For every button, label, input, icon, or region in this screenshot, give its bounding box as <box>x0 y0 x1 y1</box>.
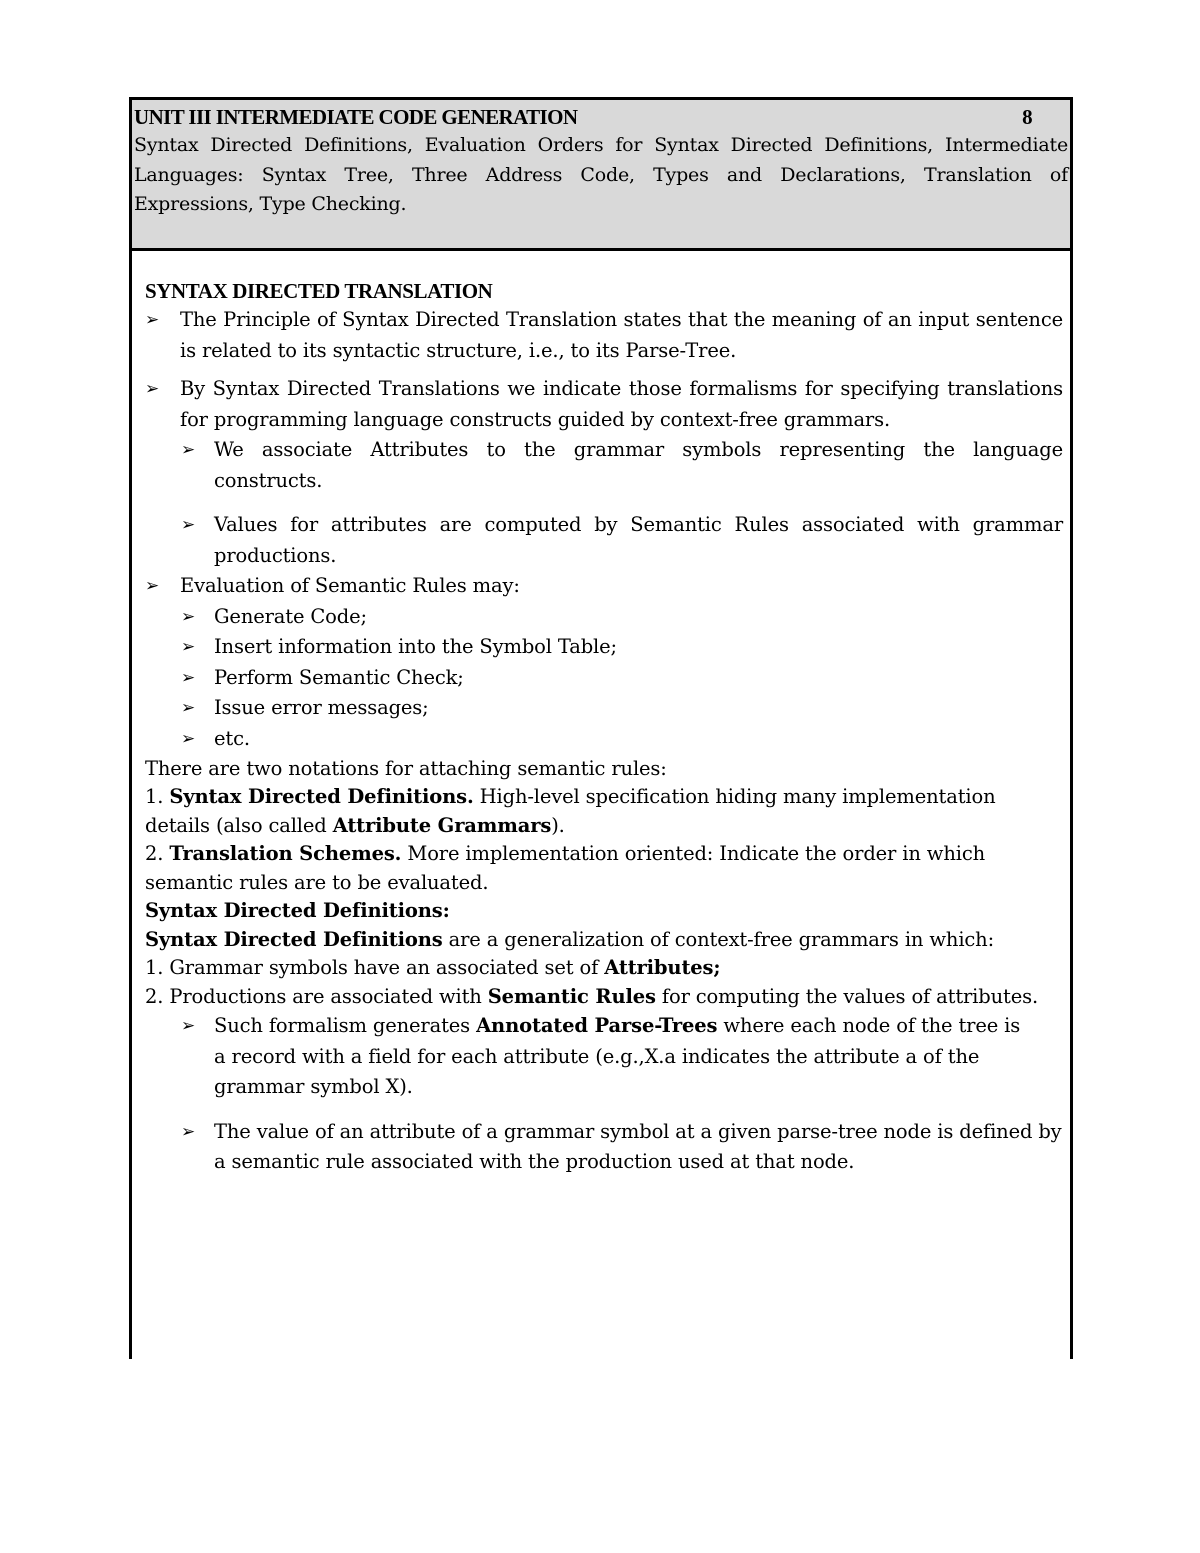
sub-bullet-item: ➢ etc. <box>145 724 1063 755</box>
sub-bullet-item: ➢ Such formalism generates Annotated Parse-Trees where each node of the tree is a record with a field for each attribute (e.g.,X.a indicates the attribute a of the grammar symbol X). <box>145 1011 1063 1103</box>
arrow-bullet-icon: ➢ <box>181 637 196 657</box>
sdd-heading: Syntax Directed Definitions: <box>145 899 450 922</box>
arrow-bullet-icon: ➢ <box>181 698 196 718</box>
arrow-bullet-icon: ➢ <box>181 1016 196 1036</box>
sub-bullet-item: ➢ We associate Attributes to the grammar symbols representing the language constructs. <box>145 435 1063 496</box>
unit-title-row <box>134 103 1068 131</box>
sub-bullet-item: ➢ Issue error messages; <box>145 693 1063 724</box>
content-body <box>132 277 1070 1178</box>
unit-hours: 8 <box>1022 105 1032 129</box>
unit-title: UNIT III INTERMEDIATE CODE GENERATION <box>134 105 578 129</box>
unit-description: Syntax Directed Definitions, Evaluation Orders for Syntax Directed Definitions, Intermediate Languages: Syntax Tree, Three Address Code, Types and Declarations, Translation of Expressions, Type Checking. <box>134 134 1068 215</box>
notation-2-continued: semantic rules are to be evaluated. <box>145 870 489 894</box>
arrow-bullet-icon: ➢ <box>181 515 196 535</box>
arrow-bullet-icon: ➢ <box>181 667 196 688</box>
section-heading: SYNTAX DIRECTED TRANSLATION <box>145 279 493 303</box>
sub-bullet-item: ➢ Perform Semantic Check; <box>145 663 1063 694</box>
sub-bullet-item: ➢ Insert information into the Symbol Table; <box>145 632 1063 663</box>
sdd-point-2: 2. Productions are associated with Semantic Rules for computing the values of attributes. <box>145 984 1038 1008</box>
arrow-bullet-icon: ➢ <box>181 440 196 460</box>
sdd-intro: Syntax Directed Definitions are a generalization of context-free grammars in which: <box>145 927 995 951</box>
arrow-bullet-icon: ➢ <box>181 728 196 749</box>
arrow-bullet-icon: ➢ <box>145 310 160 330</box>
notations-intro: There are two notations for attaching semantic rules: <box>145 757 667 780</box>
bullet-item: ➢ The Principle of Syntax Directed Translation states that the meaning of an input sentence is related to its syntactic structure, i.e., to its Parse-Tree. <box>145 305 1063 366</box>
arrow-bullet-icon: ➢ <box>145 379 160 399</box>
arrow-bullet-icon: ➢ <box>145 576 160 596</box>
notation-1: 1. Syntax Directed Definitions. High-level specification hiding many implementation details (also called Attribute Grammars). <box>145 785 996 837</box>
arrow-bullet-icon: ➢ <box>181 606 196 627</box>
sdd-point-1: 1. Grammar symbols have an associated set of Attributes; <box>145 956 721 979</box>
page-frame <box>129 97 1073 1359</box>
unit-header-box <box>132 100 1070 251</box>
sub-bullet-item: ➢ Generate Code; <box>145 602 1063 633</box>
sub-bullet-item: ➢ Values for attributes are computed by Semantic Rules associated with grammar productions. <box>145 510 1063 571</box>
bullet-item: ➢ Evaluation of Semantic Rules may: <box>145 571 1063 602</box>
bullet-item: ➢ By Syntax Directed Translations we indicate those formalisms for specifying translations for programming language constructs guided by context-free grammars. <box>145 374 1063 435</box>
sub-bullet-item: ➢ The value of an attribute of a grammar symbol at a given parse-tree node is defined by a semantic rule associated with the production used at that node. <box>145 1117 1063 1178</box>
notation-2: 2. Translation Schemes. More implementation oriented: Indicate the order in which <box>145 842 986 865</box>
arrow-bullet-icon: ➢ <box>181 1121 196 1142</box>
